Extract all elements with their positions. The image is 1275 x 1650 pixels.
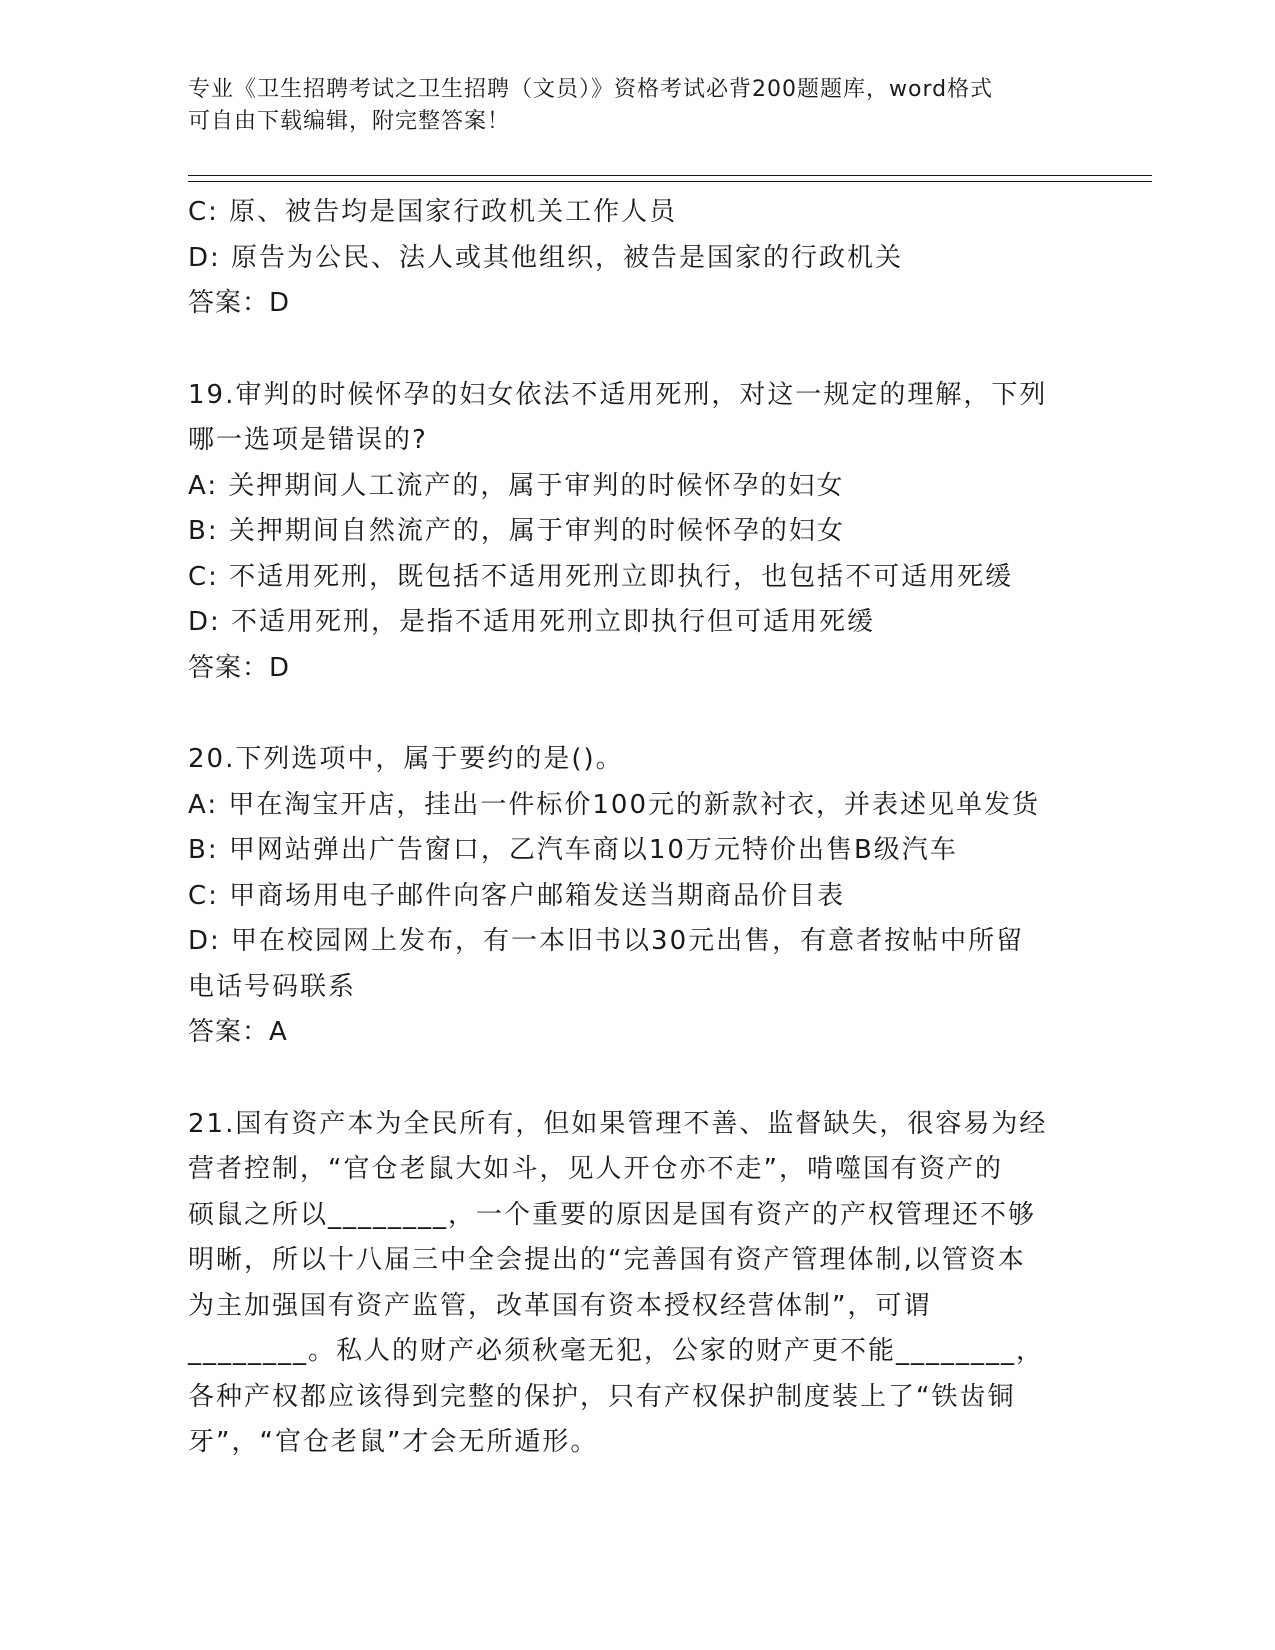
question-stem-line: 明晰，所以十八届三中全会提出的“完善国有资产管理体制,以管资本 — [188, 1245, 1026, 1275]
spacer — [188, 691, 1088, 737]
answer: 答案：D — [188, 652, 291, 683]
question-stem-line: 为主加强国有资产监管，改革国有资本授权经营体制”，可谓 — [188, 1290, 932, 1321]
option-d: D: 甲在校园网上发布，有一本旧书以30元出售，有意者按帖中所留 — [188, 926, 1025, 956]
option-d-continued: 电话号码联系 — [188, 971, 357, 1002]
question-stem-line: 牙”，“官仓老鼠”才会无所遁形。 — [188, 1427, 599, 1457]
question-stem-line: 各种产权都应该得到完整的保护，只有产权保护制度装上了“铁齿铜 — [188, 1381, 1016, 1412]
spacer — [188, 327, 1088, 373]
question-19 — [188, 373, 1088, 692]
option-c: C: 原、被告均是国家行政机关工作人员 — [188, 197, 678, 227]
answer: 答案：A — [188, 1017, 288, 1047]
question-21 — [188, 1102, 1088, 1466]
answer: 答案：D — [188, 288, 291, 318]
question-stem-line: 19.审判的时候怀孕的妇女依法不适用死刑，对这一规定的理解，下列 — [188, 379, 1048, 410]
spacer — [188, 1056, 1088, 1102]
question-stem-line: 20.下列选项中，属于要约的是()。 — [188, 744, 624, 774]
header-line-2: 可自由下载编辑，附完整答案！ — [188, 109, 511, 134]
question-20 — [188, 737, 1088, 1056]
option-b: B: 关押期间自然流产的，属于审判的时候怀孕的妇女 — [188, 516, 845, 546]
option-b: B: 甲网站弹出广告窗口，乙汽车商以10万元特价出售B级汽车 — [188, 835, 958, 865]
header-line-1: 专业《卫生招聘考试之卫生招聘（文员）》资格考试必背200题题库，word格式 — [188, 77, 994, 102]
option-a: A: 甲在淘宝开店，挂出一件标价100元的新款衬衣，并表述见单发货 — [188, 789, 1040, 820]
question-stem-line: 硕鼠之所以________，一个重要的原因是国有资产的产权管理还不够 — [188, 1199, 1037, 1230]
page-header — [188, 74, 1068, 138]
question-18 — [188, 190, 1088, 327]
option-c: C: 不适用死刑，既包括不适用死刑立即执行，也包括不可适用死缓 — [188, 561, 1014, 592]
option-d: D: 原告为公民、法人或其他组织，被告是国家的行政机关 — [188, 242, 904, 273]
question-stem-line: ________。私人的财产必须秋毫无犯，公家的财产更不能________， — [188, 1336, 1045, 1366]
question-stem-line: 哪一选项是错误的? — [188, 425, 428, 455]
option-d: D: 不适用死刑，是指不适用死刑立即执行但可适用死缓 — [188, 607, 876, 637]
option-c: C: 甲商场用电子邮件向客户邮箱发送当期商品价目表 — [188, 880, 846, 911]
header-rule-bottom — [188, 181, 1152, 182]
option-a: A: 关押期间人工流产的，属于审判的时候怀孕的妇女 — [188, 470, 845, 501]
question-content — [188, 190, 1088, 1466]
header-rule-top — [188, 175, 1152, 176]
question-stem-line: 营者控制，“官仓老鼠大如斗，见人开仓亦不走”，啃噬国有资产的 — [188, 1154, 1003, 1184]
question-stem-line: 21.国有资产本为全民所有，但如果管理不善、监督缺失，很容易为经 — [188, 1108, 1048, 1139]
